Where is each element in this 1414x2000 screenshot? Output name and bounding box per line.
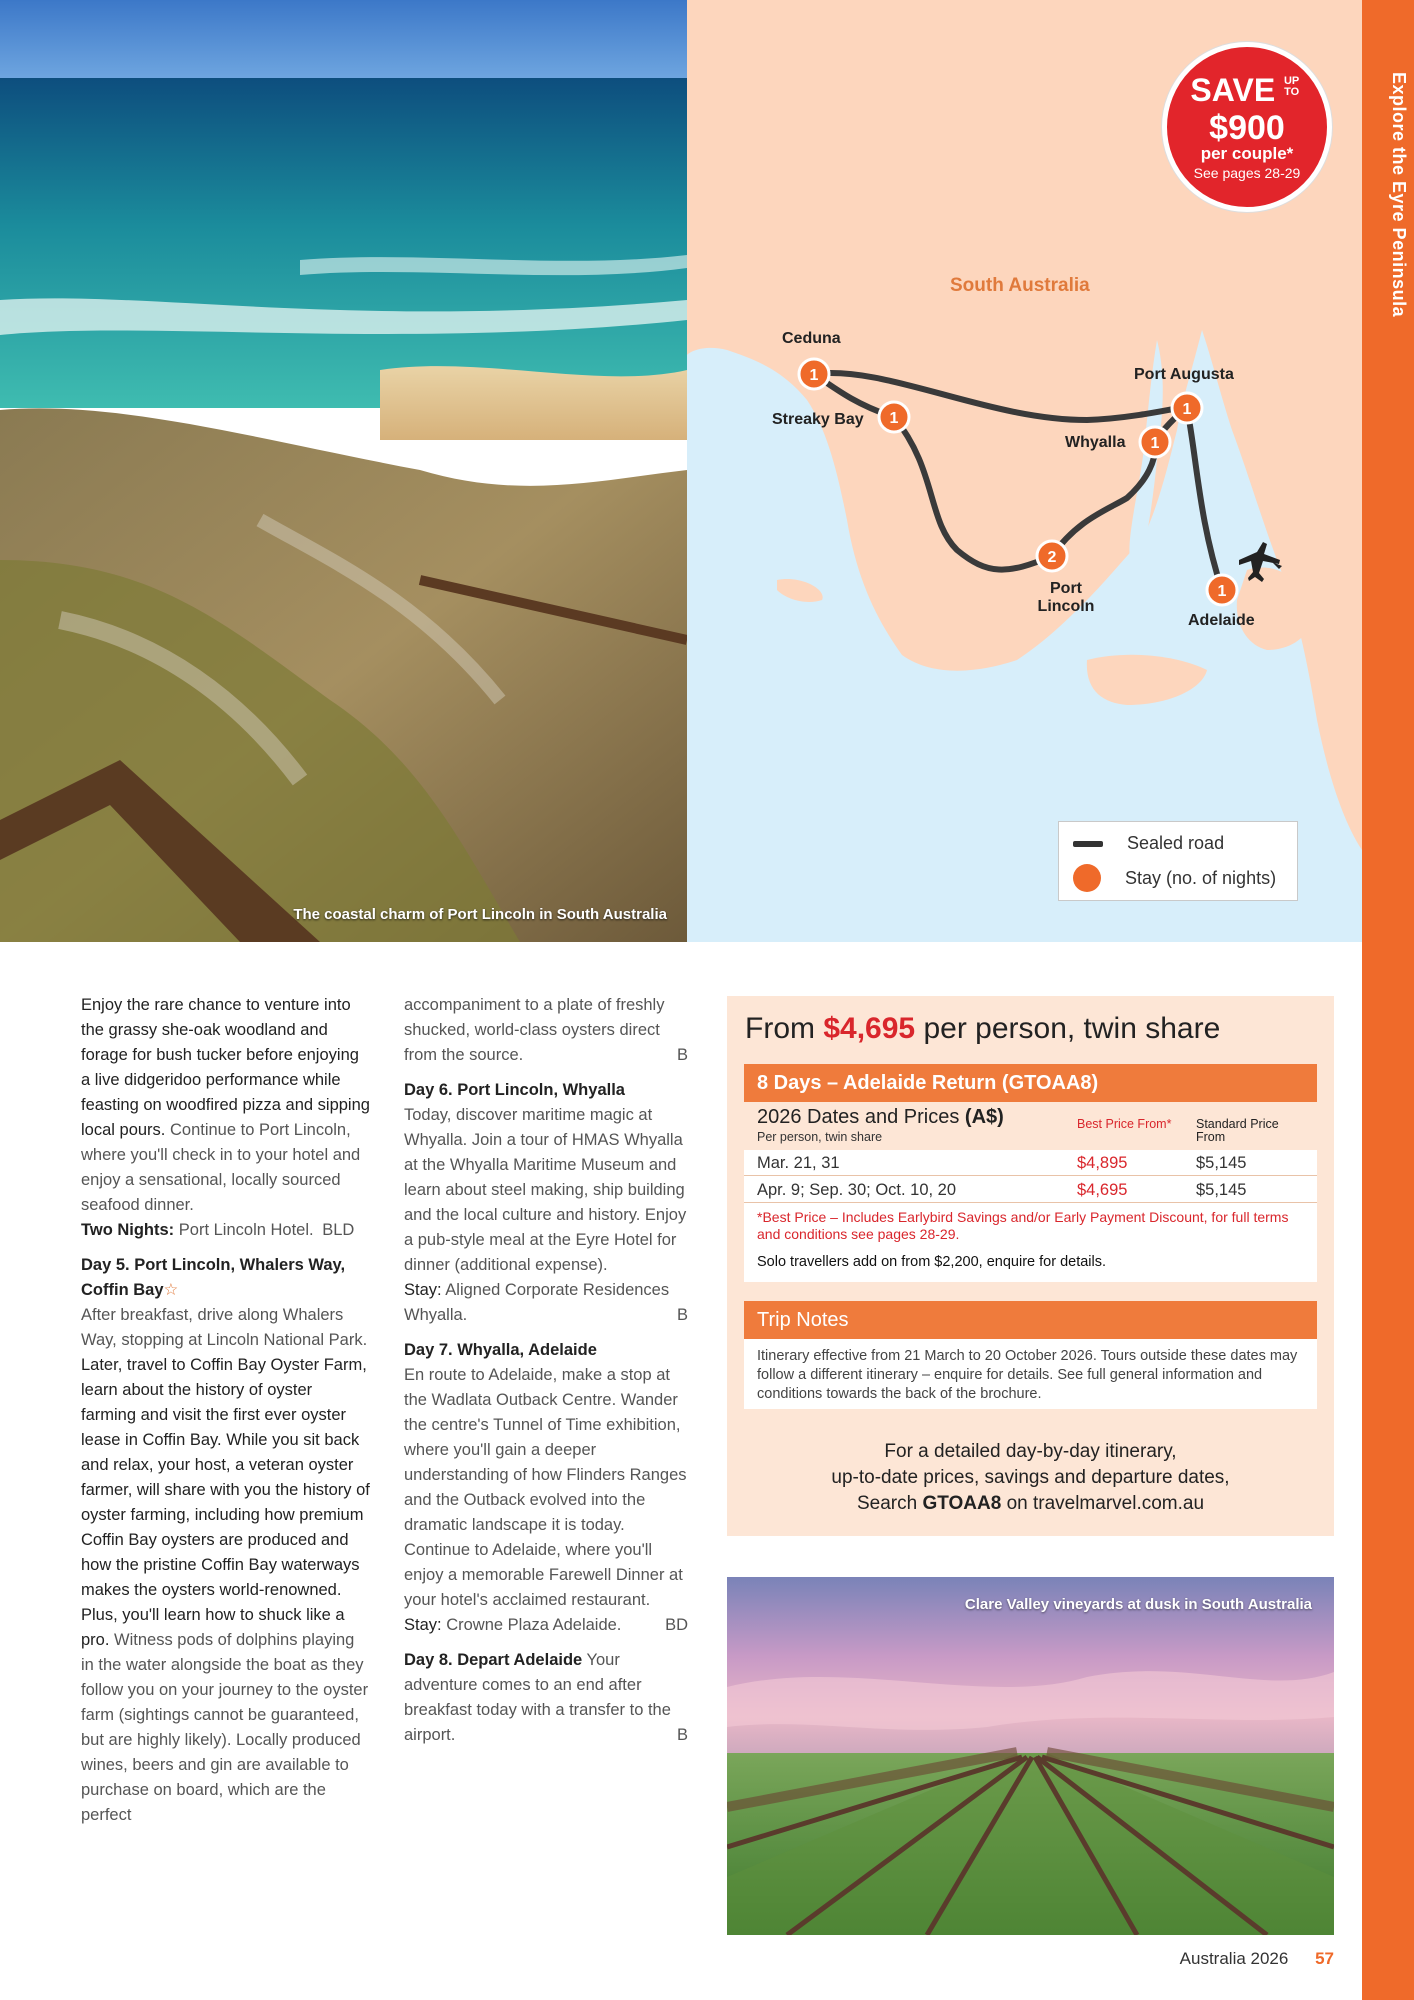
star-icon: ☆ [163,1281,179,1299]
intro-paragraph [81,993,371,1243]
day6-meals: B [676,1306,688,1324]
row-dates: Mar. 21, 31 [757,1154,840,1172]
marker-port-lincoln-nights: 2 [1047,549,1057,566]
page-number: 57 [1315,1949,1334,1968]
day7-stay: Crowne Plaza Adelaide. [446,1616,622,1634]
cta-tour-code: GTOAA8 [922,1493,1002,1514]
day8-title: Day 8. Depart Adelaide [404,1651,583,1669]
dates-currency: (A$) [964,1106,1004,1128]
label-adelaide: Adelaide [1188,612,1255,629]
label-port-augusta: Port Augusta [1134,366,1234,383]
best-price-note: *Best Price – Includes Earlybird Savings and/or Early Payment Discount, for full terms and conditions see pages 28-29. [757,1209,1289,1242]
day5-continued-text: accompaniment to a plate of freshly shucked, world-class oysters direct from the source. [404,996,665,1064]
stay-legend-swatch [1073,864,1101,892]
marker-port-augusta-nights: 1 [1182,401,1192,418]
marker-whyalla-nights: 1 [1150,435,1160,452]
standard-price-header: Standard Price From [1196,1117,1279,1144]
day6-title: Day 6. Port Lincoln, Whyalla [404,1081,625,1099]
marker-ceduna-nights: 1 [809,367,819,384]
row-dates: Apr. 9; Sep. 30; Oct. 10, 20 [757,1181,957,1199]
trip-notes-title: Trip Notes [744,1301,1317,1339]
price-box [727,996,1334,1536]
row-standard-price: $5,145 [1196,1181,1247,1199]
save-badge [1162,42,1332,212]
label-streaky-bay: Streaky Bay [772,411,864,428]
day5-continued [404,993,688,1068]
dates-subtitle: Per person, twin share [757,1130,883,1144]
cta-website[interactable]: on travelmarvel.com.au [1006,1493,1205,1514]
day7-title: Day 7. Whyalla, Adelaide [404,1341,597,1359]
itinerary-column-2 [404,993,688,1758]
table-row [744,1150,1317,1176]
day5-text: Later, travel to Coffin Bay Oyster Farm, learn about the history of oyster farming and visit the first ever oyster lease in Coffin Bay. While you sit back and relax, your host, a veteran oyster farmer, will share with you the history of oyster farming, including how premium Coffin Bay oysters are produced and how the pristine Coffin Bay waterways makes the oysters world-renowned. Plus, you'll learn how to shuck like a pro. [81,1356,370,1649]
label-ceduna: Ceduna [782,330,841,347]
day6-stay-label: Stay: [404,1281,442,1299]
price-from-label: From [745,1012,815,1045]
cta-line-3 [727,1491,1334,1517]
itinerary-cta [727,1439,1334,1517]
stay-legend-label: Stay (no. of nights) [1125,867,1277,888]
itinerary-column-1 [81,993,371,1838]
coastal-photo [0,0,687,942]
save-see-pages: See pages 28-29 [1193,165,1301,181]
save-per-couple: per couple* [1200,144,1294,163]
day5-title: Day 5. Port Lincoln, Whalers Way, Coffin Bay [81,1256,346,1299]
route-map [687,0,1362,942]
dates-prices-table [744,1102,1317,1282]
day8-meals: B [676,1726,688,1744]
two-nights-meals: BLD [322,1221,355,1239]
two-nights-hotel: Port Lincoln Hotel. [178,1221,314,1239]
map-legend [1058,821,1298,901]
day5-meals: B [676,1046,688,1064]
day7-text: En route to Adelaide, make a stop at the Wadlata Outback Centre. Wander the centre's Tunnel of Time exhibition, where you'll gain a deeper understanding of how Flinders Ranges and the Outback evolved into the dramatic landscape it is today. Continue to Adelaide, where you'll enjoy a memorable Farewell Dinner at your hotel's acclaimed restaurant. [404,1366,687,1609]
cta-line-2: up-to-date prices, savings and departure dates, [831,1467,1230,1488]
vineyard-caption: Clare Valley vineyards at dusk in South Australia [964,1596,1312,1613]
cta-search: Search [856,1493,918,1514]
row-best-price: $4,695 [1077,1181,1128,1199]
vineyard-photo [727,1577,1334,1935]
row-standard-price: $5,145 [1196,1154,1247,1172]
solo-traveller-note: Solo travellers add on from $2,200, enquire for details. [757,1254,1107,1270]
road-legend-swatch [1073,841,1103,847]
marker-adelaide-nights: 1 [1217,583,1227,600]
save-amount: $900 [1209,109,1285,147]
day8-paragraph [404,1648,688,1748]
row-best-price: $4,895 [1077,1154,1128,1172]
photo-caption: The coastal charm of Port Lincoln in South Australia [293,906,667,923]
marker-streaky-bay-nights: 1 [889,410,899,427]
day5-text-tail: Witness pods of dolphins playing in the water alongside the boat as they follow you on your journey to the oyster farm (sightings cannot be guaranteed, but are highly likely). Locally produced wines, beers and gin are available to purchase on board, which are the perfect [81,1631,369,1824]
side-tab-title: Explore the Eyre Peninsula [1389,72,1409,318]
road-legend-label: Sealed road [1127,833,1225,853]
save-word: SAVE [1190,72,1276,108]
day5-text-grey: After breakfast, drive along Whalers Way, stopping at Lincoln National Park. [81,1306,368,1349]
intro-text: Enjoy the rare chance to venture into the grassy she-oak woodland and forage for bush tucker before enjoying a live didgeridoo performance while feasting on woodfired pizza and sipping local pours. [81,996,370,1139]
intro-text-cont: Continue to Port Lincoln, where you'll check in to your hotel and enjoy a sensational, locally sourced seafood dinner. [81,1121,361,1214]
table-row [744,1177,1317,1203]
day6-text: Today, discover maritime magic at Whyalla. Join a tour of HMAS Whyalla at the Whyalla Maritime Museum and learn about steel making, ship building and the local culture and history. Enjoy a pub-style meal at the Eyre Hotel for dinner (additional expense). [404,1106,687,1274]
label-whyalla: Whyalla [1065,434,1126,451]
page-footer [1180,1949,1334,1969]
two-nights-label: Two Nights: [81,1221,175,1239]
day5-paragraph [81,1253,371,1828]
dates-table-title [757,1106,1004,1129]
day7-paragraph [404,1338,688,1638]
day8-text: Your adventure comes to an end after breakfast today with a transfer to the airport. [404,1651,671,1744]
day7-meals: BD [665,1616,688,1634]
dates-title-text: 2026 Dates and Prices [757,1106,960,1128]
price-from-suffix: per person, twin share [923,1012,1221,1045]
price-headline [745,1012,1220,1046]
footer-label: Australia 2026 [1179,1949,1289,1968]
day6-stay: Aligned Corporate Residences Whyalla. [404,1281,670,1324]
day7-stay-label: Stay: [404,1616,442,1634]
map-region-label: South Australia [950,275,1090,296]
trip-notes-body: Itinerary effective from 21 March to 20 October 2026. Tours outside these dates may follow a different itinerary – enquire for details. See full general information and conditions towards the back of the brochure. [744,1339,1317,1409]
dates-table-header [744,1102,1317,1150]
price-from-amount: $4,695 [823,1012,916,1045]
label-port-lincoln: Port Lincoln [1037,580,1095,615]
cta-line-1: For a detailed day-by-day itinerary, [884,1441,1177,1462]
best-price-header: Best Price From* [1077,1117,1172,1131]
tour-title-bar: 8 Days – Adelaide Return (GTOAA8) [744,1064,1317,1102]
save-up-to: UP TO [1283,75,1300,98]
day6-paragraph [404,1078,688,1328]
